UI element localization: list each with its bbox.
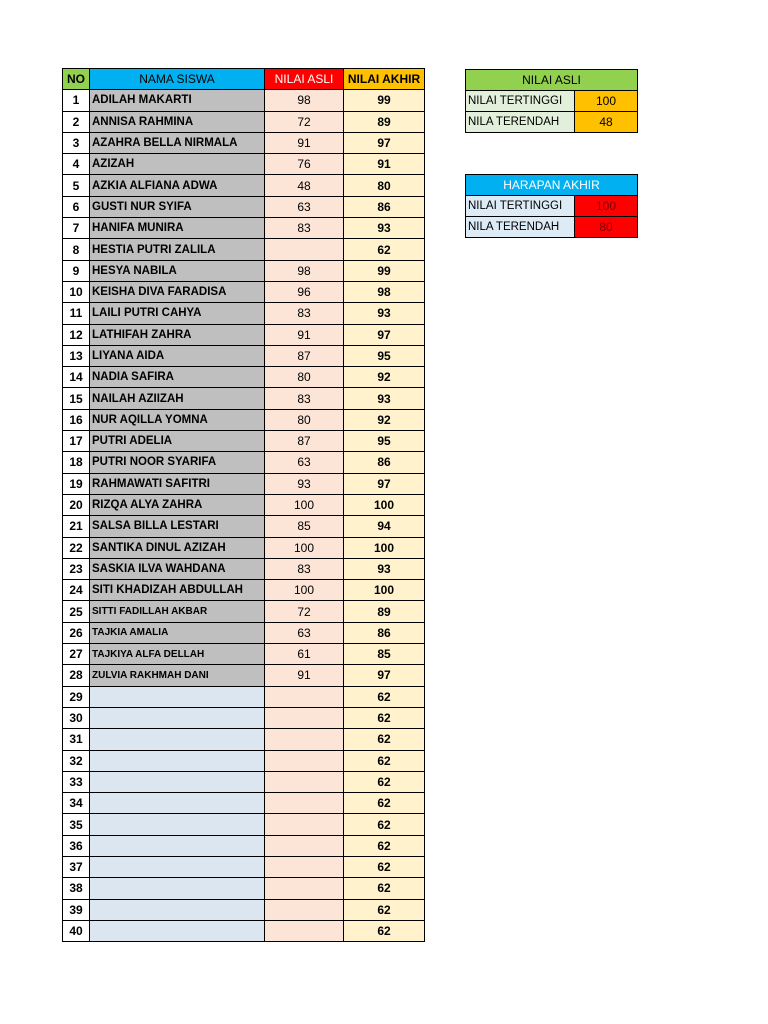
- cell-nilai-akhir[interactable]: 99: [344, 260, 425, 281]
- cell-nilai-asli[interactable]: 83: [265, 558, 344, 579]
- table-row: [63, 154, 425, 175]
- cell-nilai-akhir[interactable]: 62: [344, 835, 425, 856]
- header-name[interactable]: NAMA SISWA: [90, 69, 265, 90]
- table-row: [63, 920, 425, 941]
- table-row: [63, 537, 425, 558]
- header-no[interactable]: NO: [63, 69, 90, 90]
- summary-harapan-lowest-label[interactable]: NILA TERENDAH: [466, 217, 575, 238]
- cell-nilai-akhir[interactable]: 62: [344, 814, 425, 835]
- summary-harapan-highest-value[interactable]: 100: [575, 196, 638, 217]
- cell-name[interactable]: PUTRI NOOR SYARIFA: [90, 452, 265, 473]
- table-row: [63, 580, 425, 601]
- cell-no[interactable]: 14: [63, 367, 90, 388]
- cell-nilai-akhir[interactable]: 92: [344, 367, 425, 388]
- table-row: [63, 516, 425, 537]
- cell-name[interactable]: NUR AQILLA YOMNA: [90, 409, 265, 430]
- cell-nilai-akhir[interactable]: 100: [344, 580, 425, 601]
- cell-no[interactable]: 23: [63, 558, 90, 579]
- cell-name[interactable]: [90, 899, 265, 920]
- table-row: [63, 793, 425, 814]
- table-row: [63, 686, 425, 707]
- cell-nilai-akhir[interactable]: 62: [344, 856, 425, 877]
- cell-nilai-asli[interactable]: 87: [265, 345, 344, 366]
- table-row: [63, 196, 425, 217]
- cell-name[interactable]: [90, 856, 265, 877]
- summary-asli-highest-value[interactable]: 100: [575, 91, 638, 112]
- cell-nilai-asli[interactable]: 48: [265, 175, 344, 196]
- cell-nilai-akhir[interactable]: 94: [344, 516, 425, 537]
- cell-no[interactable]: 30: [63, 707, 90, 728]
- table-row: [63, 622, 425, 643]
- cell-nilai-asli[interactable]: [265, 239, 344, 260]
- cell-name[interactable]: ANNISA RAHMINA: [90, 111, 265, 132]
- cell-no[interactable]: 18: [63, 452, 90, 473]
- cell-nilai-akhir[interactable]: 62: [344, 686, 425, 707]
- cell-nilai-asli[interactable]: 76: [265, 154, 344, 175]
- cell-name[interactable]: [90, 793, 265, 814]
- cell-nilai-asli[interactable]: 91: [265, 665, 344, 686]
- cell-name[interactable]: NADIA SAFIRA: [90, 367, 265, 388]
- cell-nilai-akhir[interactable]: 62: [344, 729, 425, 750]
- cell-nilai-asli[interactable]: 61: [265, 644, 344, 665]
- cell-name[interactable]: [90, 707, 265, 728]
- cell-nilai-akhir[interactable]: 93: [344, 388, 425, 409]
- table-row: [63, 899, 425, 920]
- cell-nilai-asli[interactable]: [265, 729, 344, 750]
- cell-nilai-akhir[interactable]: 62: [344, 750, 425, 771]
- cell-no[interactable]: 5: [63, 175, 90, 196]
- table-row: [63, 729, 425, 750]
- cell-nilai-asli[interactable]: 85: [265, 516, 344, 537]
- cell-nilai-asli[interactable]: [265, 750, 344, 771]
- cell-name[interactable]: [90, 750, 265, 771]
- cell-nilai-akhir[interactable]: 62: [344, 899, 425, 920]
- cell-no[interactable]: 34: [63, 793, 90, 814]
- table-row: [63, 345, 425, 366]
- table-row: [63, 218, 425, 239]
- cell-nilai-akhir[interactable]: 86: [344, 196, 425, 217]
- summary-asli-title[interactable]: NILAI ASLI: [466, 70, 638, 91]
- cell-no[interactable]: 12: [63, 324, 90, 345]
- cell-no[interactable]: 40: [63, 920, 90, 941]
- cell-no[interactable]: 7: [63, 218, 90, 239]
- cell-nilai-asli[interactable]: [265, 878, 344, 899]
- cell-nilai-asli[interactable]: [265, 686, 344, 707]
- cell-no[interactable]: 38: [63, 878, 90, 899]
- cell-name[interactable]: AZIZAH: [90, 154, 265, 175]
- cell-nilai-akhir[interactable]: 92: [344, 409, 425, 430]
- cell-no[interactable]: 6: [63, 196, 90, 217]
- cell-name[interactable]: LIYANA AIDA: [90, 345, 265, 366]
- cell-nilai-akhir[interactable]: 62: [344, 771, 425, 792]
- cell-no[interactable]: 28: [63, 665, 90, 686]
- table-row: [63, 494, 425, 515]
- cell-no[interactable]: 15: [63, 388, 90, 409]
- summary-harapan-highest-label[interactable]: NILAI TERTINGGI: [466, 196, 575, 217]
- cell-no[interactable]: 19: [63, 473, 90, 494]
- cell-no[interactable]: 26: [63, 622, 90, 643]
- cell-no[interactable]: 13: [63, 345, 90, 366]
- cell-nilai-asli[interactable]: 80: [265, 409, 344, 430]
- table-row: [63, 367, 425, 388]
- summary-asli-lowest-value[interactable]: 48: [575, 112, 638, 133]
- cell-nilai-asli[interactable]: 100: [265, 580, 344, 601]
- student-grades-table: [62, 68, 425, 942]
- cell-nilai-asli[interactable]: 83: [265, 303, 344, 324]
- table-row: [63, 558, 425, 579]
- cell-no[interactable]: 1: [63, 90, 90, 111]
- cell-nilai-asli[interactable]: 96: [265, 281, 344, 302]
- cell-nilai-akhir[interactable]: 99: [344, 90, 425, 111]
- cell-name[interactable]: [90, 878, 265, 899]
- cell-name[interactable]: SANTIKA DINUL AZIZAH: [90, 537, 265, 558]
- cell-no[interactable]: 21: [63, 516, 90, 537]
- cell-nilai-akhir[interactable]: 62: [344, 707, 425, 728]
- table-row: [63, 835, 425, 856]
- cell-no[interactable]: 22: [63, 537, 90, 558]
- cell-no[interactable]: 32: [63, 750, 90, 771]
- cell-nilai-akhir[interactable]: 62: [344, 920, 425, 941]
- cell-nilai-akhir[interactable]: 97: [344, 324, 425, 345]
- cell-no[interactable]: 33: [63, 771, 90, 792]
- cell-nilai-akhir[interactable]: 93: [344, 218, 425, 239]
- header-nilai-akhir[interactable]: NILAI AKHIR: [344, 69, 425, 90]
- cell-name[interactable]: RAHMAWATI SAFITRI: [90, 473, 265, 494]
- table-row: [63, 665, 425, 686]
- table-row: [63, 644, 425, 665]
- cell-nilai-akhir[interactable]: 93: [344, 303, 425, 324]
- summary-asli-lowest-label[interactable]: NILA TERENDAH: [466, 112, 575, 133]
- cell-nilai-asli[interactable]: [265, 793, 344, 814]
- cell-nilai-akhir[interactable]: 97: [344, 473, 425, 494]
- cell-name[interactable]: [90, 686, 265, 707]
- cell-nilai-akhir[interactable]: 97: [344, 665, 425, 686]
- table-row: [63, 111, 425, 132]
- cell-name[interactable]: [90, 729, 265, 750]
- cell-nilai-akhir[interactable]: 86: [344, 452, 425, 473]
- cell-nilai-akhir[interactable]: 62: [344, 239, 425, 260]
- cell-nilai-akhir[interactable]: 80: [344, 175, 425, 196]
- cell-name[interactable]: SITI KHADIZAH ABDULLAH: [90, 580, 265, 601]
- table-row: [63, 878, 425, 899]
- cell-nilai-asli[interactable]: 91: [265, 132, 344, 153]
- cell-no[interactable]: 11: [63, 303, 90, 324]
- cell-name[interactable]: HESTIA PUTRI ZALILA: [90, 239, 265, 260]
- table-row: [63, 473, 425, 494]
- cell-nilai-asli[interactable]: 98: [265, 260, 344, 281]
- cell-nilai-asli[interactable]: 63: [265, 452, 344, 473]
- summary-asli-highest-label[interactable]: NILAI TERTINGGI: [466, 91, 575, 112]
- cell-nilai-asli[interactable]: [265, 920, 344, 941]
- cell-no[interactable]: 39: [63, 899, 90, 920]
- cell-name[interactable]: GUSTI NUR SYIFA: [90, 196, 265, 217]
- cell-no[interactable]: 17: [63, 431, 90, 452]
- cell-no[interactable]: 8: [63, 239, 90, 260]
- table-row: [63, 750, 425, 771]
- table-row: [63, 90, 425, 111]
- cell-name[interactable]: TAJKIYA ALFA DELLAH: [90, 644, 265, 665]
- cell-nilai-asli[interactable]: 72: [265, 601, 344, 622]
- table-row: [63, 452, 425, 473]
- summary-harapan-lowest-value[interactable]: 80: [575, 217, 638, 238]
- cell-nilai-akhir[interactable]: 89: [344, 111, 425, 132]
- cell-name[interactable]: PUTRI ADELIA: [90, 431, 265, 452]
- cell-nilai-akhir[interactable]: 97: [344, 132, 425, 153]
- table-row: [63, 132, 425, 153]
- cell-name[interactable]: [90, 814, 265, 835]
- table-body: [63, 90, 425, 942]
- cell-no[interactable]: 4: [63, 154, 90, 175]
- cell-nilai-asli[interactable]: 100: [265, 494, 344, 515]
- cell-name[interactable]: HANIFA MUNIRA: [90, 218, 265, 239]
- cell-nilai-asli[interactable]: [265, 771, 344, 792]
- cell-nilai-asli[interactable]: 93: [265, 473, 344, 494]
- table-row: [63, 814, 425, 835]
- cell-nilai-asli[interactable]: [265, 814, 344, 835]
- summary-harapan-title[interactable]: HARAPAN AKHIR: [466, 175, 638, 196]
- cell-name[interactable]: RIZQA ALYA ZAHRA: [90, 494, 265, 515]
- cell-nilai-akhir[interactable]: 62: [344, 793, 425, 814]
- cell-nilai-akhir[interactable]: 98: [344, 281, 425, 302]
- table-row: [63, 431, 425, 452]
- cell-name[interactable]: SALSA BILLA LESTARI: [90, 516, 265, 537]
- cell-nilai-asli[interactable]: 63: [265, 622, 344, 643]
- cell-name[interactable]: TAJKIA AMALIA: [90, 622, 265, 643]
- summary-harapan-akhir-box: [465, 174, 638, 238]
- cell-name[interactable]: LATHIFAH ZAHRA: [90, 324, 265, 345]
- cell-nilai-akhir[interactable]: 100: [344, 494, 425, 515]
- cell-name[interactable]: KEISHA DIVA FARADISA: [90, 281, 265, 302]
- table-row: [63, 771, 425, 792]
- cell-no[interactable]: 2: [63, 111, 90, 132]
- cell-name[interactable]: [90, 835, 265, 856]
- table-row: [63, 303, 425, 324]
- cell-name[interactable]: AZAHRA BELLA NIRMALA: [90, 132, 265, 153]
- cell-no[interactable]: 20: [63, 494, 90, 515]
- cell-nilai-asli[interactable]: 83: [265, 218, 344, 239]
- cell-nilai-akhir[interactable]: 62: [344, 878, 425, 899]
- cell-nilai-asli[interactable]: 72: [265, 111, 344, 132]
- cell-nilai-asli[interactable]: 83: [265, 388, 344, 409]
- table-header-row: [63, 69, 425, 90]
- cell-nilai-akhir[interactable]: 91: [344, 154, 425, 175]
- cell-nilai-akhir[interactable]: 86: [344, 622, 425, 643]
- cell-no[interactable]: 10: [63, 281, 90, 302]
- cell-name[interactable]: AZKIA ALFIANA ADWA: [90, 175, 265, 196]
- cell-nilai-akhir[interactable]: 95: [344, 345, 425, 366]
- cell-nilai-akhir[interactable]: 100: [344, 537, 425, 558]
- cell-nilai-asli[interactable]: 100: [265, 537, 344, 558]
- cell-name[interactable]: [90, 920, 265, 941]
- cell-nilai-asli[interactable]: 63: [265, 196, 344, 217]
- cell-nilai-asli[interactable]: 87: [265, 431, 344, 452]
- cell-nilai-akhir[interactable]: 93: [344, 558, 425, 579]
- table-row: [63, 260, 425, 281]
- cell-nilai-akhir[interactable]: 85: [344, 644, 425, 665]
- cell-no[interactable]: 27: [63, 644, 90, 665]
- cell-nilai-asli[interactable]: [265, 899, 344, 920]
- table-row: [63, 239, 425, 260]
- cell-nilai-asli[interactable]: 80: [265, 367, 344, 388]
- table-row: [63, 409, 425, 430]
- cell-no[interactable]: 37: [63, 856, 90, 877]
- cell-nilai-asli[interactable]: 91: [265, 324, 344, 345]
- table-row: [63, 707, 425, 728]
- table-row: [63, 388, 425, 409]
- cell-name[interactable]: ADILAH MAKARTI: [90, 90, 265, 111]
- cell-nilai-akhir[interactable]: 89: [344, 601, 425, 622]
- cell-name[interactable]: SITTI FADILLAH AKBAR: [90, 601, 265, 622]
- cell-nilai-asli[interactable]: 98: [265, 90, 344, 111]
- table-row: [63, 281, 425, 302]
- table-row: [63, 175, 425, 196]
- table-row: [63, 324, 425, 345]
- cell-no[interactable]: 9: [63, 260, 90, 281]
- cell-no[interactable]: 36: [63, 835, 90, 856]
- cell-name[interactable]: ZULVIA RAKHMAH DANI: [90, 665, 265, 686]
- header-nilai-asli[interactable]: NILAI ASLI: [265, 69, 344, 90]
- cell-no[interactable]: 25: [63, 601, 90, 622]
- cell-no[interactable]: 29: [63, 686, 90, 707]
- cell-no[interactable]: 3: [63, 132, 90, 153]
- cell-nilai-asli[interactable]: [265, 707, 344, 728]
- cell-no[interactable]: 35: [63, 814, 90, 835]
- cell-name[interactable]: HESYA NABILA: [90, 260, 265, 281]
- table-row: [63, 601, 425, 622]
- cell-nilai-akhir[interactable]: 95: [344, 431, 425, 452]
- cell-name[interactable]: LAILI PUTRI CAHYA: [90, 303, 265, 324]
- summary-nilai-asli-box: [465, 69, 638, 133]
- cell-name[interactable]: NAILAH AZIIZAH: [90, 388, 265, 409]
- cell-name[interactable]: [90, 771, 265, 792]
- cell-no[interactable]: 31: [63, 729, 90, 750]
- table-row: [63, 856, 425, 877]
- cell-no[interactable]: 24: [63, 580, 90, 601]
- cell-no[interactable]: 16: [63, 409, 90, 430]
- cell-name[interactable]: SASKIA ILVA WAHDANA: [90, 558, 265, 579]
- cell-nilai-asli[interactable]: [265, 856, 344, 877]
- cell-nilai-asli[interactable]: [265, 835, 344, 856]
